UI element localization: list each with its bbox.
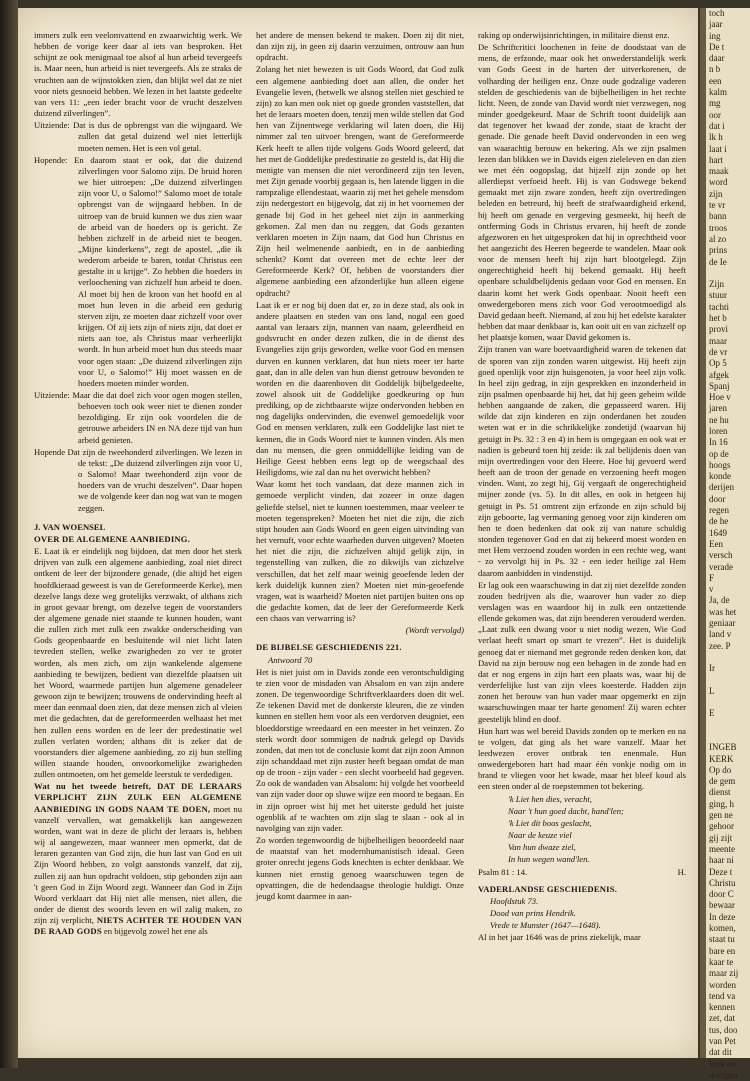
author-name: J. VAN WOENSEL	[34, 521, 106, 532]
article-paragraph: Hun hart was wel bereid Davids zonden op te merken en na te volgen, dat ging als het ware vanzelf. Maar het leedwezen erover ontbrak ten enenmale. Hun onwedergeboren hart had maar één vonkje nodig om in brand te vliegen voor het kwade, maar het bleef koud als een steen onder al de roepstemmen tot bekering.	[478, 725, 686, 792]
adjacent-page-fragment: de Ie	[709, 256, 727, 267]
article-paragraph: De Schriftcritici loochenen in feite de doodstaat van de mens, de erfzonde, maar ook het onwederstandelijk werk van Gods Geest in de harten der uitverkorenen, de volharding der heiligen enz. Onze oude godzalige vaderen stelden de geschiedenis van de bijbelheiligen in het rechte licht. Neen, de zonde van David wordt niet verzwegen, nog minder goedgekeurd. Maar de Schrift toont duidelijk aan dat tegenover het kwaad der zonde, staat de kracht der genade. Die genade heeft David ondervonden in een weg van waarachtig berouw en bekering. Als we zijn psalmen lezen dan blikken we in Davids eigen zieleleven en dan zien we met één oogopslag, dat hijzelf zijn zonde op het allerdiepst verfoeid heeft. Hij is van Godswege bekend gemaakt met zijn zware zonden, heeft zijn overtredingen beleden en betreurd, hij heeft de strafwaardigheid erkend, hij heeft om genade en vergeving gesmeekt, hij heeft de ontferming Gods in Christus ervaren, hij heeft de zonde afgezworen en het uitgesproken dat hij in oprechtheid voor het aangezicht des Heeren begeerde te wandelen. Maar ook voor de mensen heeft hij zijn hart blootgelegd. Zijn ongerechtigheid heeft hij bekend gemaakt. Hij heeft openbare schuldbelijdenis gedaan voor God en mensen. En daarin komt het werk Gods openbaar. Nooit heeft een onwedergeboren mens zich voor God verootmoedigd als David gedaan heeft. Niemand, al zou hij het edelste karakter hebben dat maar denkbaar is, kan ooit uit en van zichzelf op het plaatsje komen, waar David gekomen is.	[478, 42, 686, 343]
adjacent-page-fragment: bann	[709, 211, 727, 222]
adjacent-page-fragment: zee. P	[709, 640, 731, 651]
adjacent-page-fragment: Op 5	[709, 358, 727, 369]
adjacent-page-fragment: worden	[709, 979, 736, 990]
emphasis-text: NIETS ACHTER TE HOUDEN VAN DE RAAD GODS	[34, 915, 243, 937]
adjacent-page-fragment: In 16	[709, 437, 728, 448]
adjacent-page-fragment: tend va	[709, 990, 736, 1001]
article-paragraph: Er lag ook een waarschuwing in dat zij niet dezelfde zonden zouden bedrijven als die, waarover hun vader zo diep verslagen was en waardoor hij in zulk een ontzettende ellende gekomen was, dat zijn beenderen verouderd werden. „Laat zulk een dwang voor u niet nodig wezen, Wie God verlaat heeft smart op smart te vrezen”. Het is duidelijk genoeg dat er niemand met gegronde reden denken kon, dat David na zijn berouw nog een behagen in de zonde had en dat er nog ergens in zijn hart een plaats was, waar hij de verderfelijke lust van zijn vlees koesterde. Hadden zijn zonen het berouw van hun vader maar opgemerkt en zijn waarschuwingen maar ter harte genomen! Zij waren echter geestelijk blind en doof.	[478, 579, 686, 724]
adjacent-page-fragment: L	[709, 685, 715, 696]
body-text: moet nu vanzelf vervallen, wat gemakkelijk kan aangewezen worden, want wat in deze de plicht der leraars is, hebben wij al aangewezen, maar wanneer men opmerkt, dat de leraren gezanten van God zijn, die hun last van God en uit Zijn Woord hebben, zo volgt aanstonds vanzelf, dat zij, zullen zij aan hun opdracht voldoen, stip gebonden zijn aan 't geen God in Zijn Woord zegt. Wanneer dan God in Zijn Woord verklaart dat Hij niet alle mensen, niet allen, die onder de dienst des woords leven en wil zalig maken, zo zijn zij verplicht,	[34, 803, 243, 926]
poem-line: Naar de keuze viel	[508, 830, 572, 841]
adjacent-page-fragment: Hoe v	[709, 392, 731, 403]
dialogue-paragraph: Uitziende: Maar die dat doel zich voor ogen mogen stellen, behoeven toch ook weer niet te dienen zonder bezoldiging. Er zijn ook voordelen die de getrouwe arbeiders IN en NA deze tijd van hun arbeid genieten.	[34, 390, 242, 445]
adjacent-page-fragment: Deze t	[709, 866, 733, 877]
article-title: VADERLANDSE GESCHIEDENIS.	[478, 883, 618, 894]
article-paragraph: Al in het jaar 1646 was de prins ziekelijk, maar	[478, 932, 641, 943]
adjacent-page-fragment: n b	[709, 64, 721, 75]
adjacent-page-fragment: ne hu	[709, 414, 729, 425]
article-subtitle: Antwoord 70	[268, 654, 313, 665]
adjacent-page-fragment: bare en	[709, 945, 736, 956]
adjacent-page-fragment	[706, 675, 750, 686]
adjacent-page-fragment: geniaar	[709, 618, 736, 629]
adjacent-page-fragment: was het	[709, 606, 737, 617]
adjacent-page-fragment: jaren	[709, 403, 727, 414]
adjacent-page-fragment: ing	[709, 30, 721, 41]
adjacent-page-fragment: daar	[709, 53, 725, 64]
psalm-reference	[478, 867, 686, 878]
adjacent-page-fragment	[706, 731, 750, 742]
adjacent-page-fragment: bewaar	[709, 900, 735, 911]
adjacent-page-fragment: tachti	[709, 301, 729, 312]
adjacent-page-fragment: dat dit	[709, 1047, 732, 1058]
adjacent-page-fragment: afgek	[709, 369, 729, 380]
adjacent-page-fragment: gij zijt	[709, 832, 733, 843]
adjacent-page-fragment: de he	[709, 516, 729, 527]
adjacent-page-fragment: v	[709, 584, 714, 595]
article-paragraph: Waar komt het toch vandaan, dat deze mannen zich in gemoede verplicht vinden, dat zozeer in onze dagen geliefde stelsel, niet te kunnen toestemmen, maar veeleer te moeten tegenspreken? Moeten het niet die zijn, die zich stipt houden aan Gods Woord en geen eigen uitvinding van het vernuft, voor echte waarheden durven uitgeven? Moeten het niet die zijn, die zichzelven altijd gelijk zijn, in tegenstelling van zulken, die zo dikwijls van zichzelve verschillen, dat het zelf maar weinig geoefende leden der kerk duidelijk kunnen zien? Moeten niet min-geoefende vragen, wat is waarheid? Moeten niet partijen buiten ons op die gedachte komen, dat de leer der Gereformeerde Kerk een chaos van verwarring is?	[256, 479, 464, 624]
adjacent-page-fragment: prins	[709, 245, 727, 256]
adjacent-page-fragment: 1649	[709, 527, 727, 538]
adjacent-page-fragment: verade	[709, 561, 733, 572]
article-paragraph: E. Laat ik er eindelijk nog bijdoen, dat men door het sterk drijven van zulk een algemene aanbieding, zoal niet direct ontkent de leer der bijzondere genade, (die altijd het eigen hoofdkieraad geweest is van de Gereformeerde Kerke), men dezelve langs deze weg grotelijks verzwakt, of althans zich in groot gevaar brengt, om dezelve tegen de voorstanders der algemene genade niet staande te kunnen houden, want die zullen zich met zulk een zwakke onderscheiding van Gods geopenbaarde en besluitende wil niet licht laten tevreden stellen, welke zwarigheden zo ver te groter worden, als men zich, om zijn wankelende algemene aanbieding te bewijzen, bedient van diezelfde plaatsen uit het Woord, waarmede partijen hun algemene genadeleer gewoon zijn te bewijzen; trouwens de ondervinding heeft al meer dan eenmaal doen zien, dat deze mensen zich al vleien met die gedachten, dat de gereformeerden welhaast het met hen zullen eens worden en de leer der predestinatie wel zullen verlaten worden; althans dit is zeker dat de voorstanders dier algemene aanbieding, zo zij hun stelling willen staande houden, onvoorkomelijke zwarigheden zullen ontmoeten, om het gemelde leerstuk te verdedigen.	[34, 546, 242, 780]
adjacent-page-fragment: dienst	[709, 787, 731, 798]
adjacent-page-fragment: De t	[709, 41, 725, 52]
column-3	[478, 30, 686, 945]
adjacent-page-fragment: provi	[709, 324, 728, 335]
adjacent-page-fragment: meente	[709, 843, 735, 854]
adjacent-page-fragment: Ir	[709, 663, 715, 674]
adjacent-page-fragment: konde	[709, 471, 731, 482]
adjacent-page-fragment: maar zij	[709, 968, 739, 979]
adjacent-page-fragment: oor	[709, 109, 721, 120]
adjacent-page-fragment: te vr	[709, 200, 726, 211]
adjacent-page-fragment: hoogs	[709, 459, 731, 470]
article-paragraph: het andere de mensen bekend te maken. Doen zij dit niet, dan zijn zij, in geen zij daarin verzuimen, ontrouw aan hun opdracht.	[256, 30, 464, 63]
adjacent-page-fragment: word	[709, 177, 728, 188]
article-paragraph	[34, 781, 242, 937]
adjacent-page-fragment: maak	[709, 166, 729, 177]
adjacent-page-fragment: toch	[709, 8, 725, 18]
adjacent-page-fragment: het b	[709, 313, 727, 324]
adjacent-page-fragment: E	[709, 708, 715, 719]
poem-line: 'k Liet hen dies, veracht,	[508, 793, 592, 804]
adjacent-page-fragment: hart	[709, 154, 723, 165]
adjacent-page-fragment: kalm	[709, 87, 727, 98]
poem-line: Van hun dwaze ziel,	[508, 842, 576, 853]
emphasis-text: Wat nu het tweede betreft, DAT DE LERAARS VERPLICHT ZIJN ZULK EEN ALGEMENE AANBIEDING IN GODS NAAM TE DOEN,	[34, 781, 242, 814]
adjacent-page-fragment: gehoor	[709, 821, 734, 832]
adjacent-page-fragment: ging, h	[709, 798, 735, 809]
adjacent-page-fragment: doorgaa	[709, 1069, 738, 1080]
poem-line: Naar 't hun goed dacht, hand'len;	[508, 805, 624, 816]
article-subtitle: Vrede te Munster (1647—1648).	[490, 920, 601, 931]
poem-line: In hun wegen wand'len.	[508, 854, 590, 865]
adjacent-page-fragment: F	[709, 572, 715, 583]
adjacent-page-fragment: derijen	[709, 482, 734, 493]
adjacent-page-fragment: Christu	[709, 877, 736, 888]
body-text: en bijgevolg zowel het ene als	[101, 926, 208, 937]
binding-shadow	[0, 0, 18, 1068]
adjacent-page-fragment: kennen	[709, 1002, 735, 1013]
adjacent-page-fragment: loren	[709, 425, 728, 436]
adjacent-page-fragment: kaar te	[709, 956, 734, 967]
adjacent-page-fragment: troos	[709, 222, 727, 233]
adjacent-page-fragment: kerk en	[709, 1058, 736, 1069]
dialogue-paragraph: Hopende: En daarom staat er ook, dat die duizend zilverlingen voor Salomo zijn. De bruid horen we hier uitroepen: „De duizend zilverlingen zijn voor U, o Salomo!” Salomo moet de totale opbrengst van de wijngaard hebben. In de uitroep van de bruid kunnen we dus zien waar de arbeid van de hoeders op is gericht. Ze hebben zichzelf in de arbeid niet te beogen. „Mijne kinderkens”, zegt de apostel, „die ik wederom arbeide te baren, totdat Christus een gestalte in u krijge”. Zo hebben die hoeders in verloochening van zichzelf hun arbeid te doen. Al moet bij hen de kroon van het hoofd en al moet hun leven in die arbeid een gedurig sterven zijn, ze moeten daar zichzelf voor over krijgen. Of zij iets zijn of niets zijn, dat doet er niets aan toe, als Christus maar verheerlijkt wordt. In hun arbeid moet hun dus steeds maar voor ogen staan: „De duizend zilverlingen zijn voor U, o Salomo!” Hij moet wassen en de hoeders moeten minder worden.	[34, 154, 242, 388]
article-paragraph: raking op onderwijsinrichtingen, in militaire dienst enz.	[478, 30, 670, 40]
continued-note: (Wordt vervolgd)	[405, 625, 464, 636]
article-paragraph: immers zulk een veelomvattend en zwaarwichtig werk. We hebben de vorige keer daar al iets van besproken. Het schijnt ze ook menigmaal toe alsof al hun arbeid tevergeefs is. Maar neen, hun arbeid is niet tevergeefs. Als ze straks de vruchten aan de wijnstokken zien, dan blijkt wel dat ze niet voor niets gesnoeid hebben. We lezen in het laatste gedeelte van vers 11: „een ieder bracht voor de vrucht deszelven duizend zilverlingen”.	[34, 30, 242, 119]
article-subtitle: Dood van prins Hendrik.	[490, 908, 576, 919]
adjacent-page-fragment: door	[709, 493, 726, 504]
adjacent-page-fragment	[706, 652, 750, 663]
adjacent-page-fragment: versch	[709, 550, 733, 561]
adjacent-page-fragment: door C	[709, 889, 734, 900]
dialogue-paragraph: Hopende Dat zijn de tweehonderd zilverlingen. We lezen in de tekst: „De duizend zilverlingen zijn voor U, o Salomo! Maar tweehonderd zijn voor de hoeders van de vrucht deszelven”. Daar hopen we de volgende keer dan nog wat van te mogen zeggen.	[34, 446, 242, 513]
adjacent-page-fragment: stuur	[709, 290, 727, 301]
adjacent-page-fragment: zijn	[709, 188, 723, 199]
adjacent-page-fragment: op de	[709, 448, 729, 459]
adjacent-page-fragment	[706, 720, 750, 731]
article-title: DE BIJBELSE GESCHIEDENIS 221.	[256, 642, 402, 653]
adjacent-page-fragment	[706, 697, 750, 708]
adjacent-page-fragment: mg	[709, 98, 721, 109]
adjacent-page-fragment: gen ne	[709, 810, 733, 821]
article-paragraph: Laat ik er er nog bij doen dat er, zo in deze stad, als ook in andere plaatsen en steden van ons land, nogal een goed aantal van leraars zijn, mannen van naam, geleerdheid en godsvrucht en onder dezen zulken, die in de dienst des Evangelies zijn grijs geworden, welke voor God en mensen durven en kunnen verklaren, dat hun niets meer ter harte gaat, dan in alle delen van hun dienst getrouw bevonden te worden en die daarenboven dit Goddelijk bijbelgedeelte, zowel alsook uit de Goddelijke goedkeuring op hun prediking, op de zichtbaarste wijze ondervonden hebben en nog dagelijks ondervinden, die evenwel gemoedelijk voor God en mensen verklaren, zulk een Goddelijke last niet te kennen, die in Gods Woord niet te kunnen vinden. Als men dan nu mensen, die geen onmiddellijke leiding van de Heilige Geest hebben eens legt op de weegschaal des Heiligdoms, wie zal dan nu het overwicht hebben?	[256, 299, 464, 478]
adjacent-page-fragment: lk h	[709, 132, 723, 143]
adjacent-page-fragment: maar	[709, 335, 727, 346]
adjacent-page-fragment: Een	[709, 538, 723, 549]
adjacent-page-fragment: land v	[709, 629, 732, 640]
article-paragraph: Zolang het niet bewezen is uit Gods Woord, dat God zulk een algemene aanbieding doet aan allen, die onder het Evangelie leven, (hetwelk we alsnog stellen niet geschied te zijn) zo kan men ook niet op goede gronden vaststellen, dat het de leraars moeten doen, tenzij men wilde stellen dat God hen van Zijnentwege verklaring wil laten doen, die Hij nimmer zal ten uitvoer brengen, want de Gereformeerde Kerk heeft te allen tijde volgens Gods Woord geleerd, dat het met de Goddelijke predestinatie zo gesteld is, dat Hij die menigte van mensen die niet verordineerd zijn ten leven, met Zijn genade voorbij gegaan is, hen latende liggen in die rampzalige ellendestaat, waarin zij met het gehele mensdom zijn nedergestort en bijgevolg, dat zij in het voornemen der genade bij God in het geheel niet zijn in aanmerking gekomen. Zal men dan nu zeggen, dat Gods gezanten verklaren moeten in Zijn naam, dat God hun Christus en Zijn heil welmenende aanbiedt, en in de aanbieding schenkt? Komt dat overeen met de echte leer der Gereformeerde Kerk? Of, hebben de voorstanders dier algemene aanbieding een afzonderlijke hun alleen eigene opdracht?	[256, 64, 464, 298]
adjacent-page-fragment: zet, dat	[709, 1013, 735, 1024]
adjacent-page-fragment: INGEB	[709, 742, 737, 753]
psalm-citation: Psalm 81 : 14.	[478, 866, 528, 877]
adjacent-page-fragment: tus, doo	[709, 1024, 738, 1035]
article-subtitle: Hoofdstuk 73.	[490, 895, 539, 906]
adjacent-page-fragment: In deze	[709, 911, 736, 922]
column-2	[256, 30, 464, 903]
adjacent-page-fragment: al zo	[709, 233, 727, 244]
adjacent-page-fragment: van Pet	[709, 1036, 736, 1047]
column-1	[34, 30, 242, 939]
adjacent-page-fragment: komen,	[709, 923, 736, 934]
article-title: OVER DE ALGEMENE AANBIEDING.	[34, 533, 191, 544]
dialogue-paragraph: Uitziende: Dat is dus de opbrengst van die wijngaard. We zullen dat getal duizend wel niet letterlijk moeten nemen. Het is een vol getal.	[34, 120, 242, 153]
author-initial: H.	[677, 866, 686, 877]
adjacent-page-fragment: regen	[709, 505, 729, 516]
adjacent-page-fragment: een	[709, 75, 722, 86]
newspaper-page	[18, 8, 698, 1058]
adjacent-page-fragment: jaar	[709, 19, 723, 30]
adjacent-page-fragment: Zijn	[709, 279, 724, 290]
adjacent-page-fragment: haar ni	[709, 855, 734, 866]
adjacent-page-fragment: KERK	[709, 753, 734, 764]
adjacent-page-fragment: de gem	[709, 776, 736, 787]
adjacent-page-fragment: staat tu	[709, 934, 735, 945]
poem-line: 'k Liet dit boos geslacht,	[508, 817, 592, 828]
adjacent-page-fragment: dat i	[709, 120, 725, 131]
adjacent-page-fragment: laat i	[709, 143, 727, 154]
article-paragraph: Zijn tranen van ware boetvaardigheid waren de tekenen dat de sporen van zijn zonden waren uitgewist. Hij heeft zijn goed openlijk voor zijn huisgenoten, ja voor heel zijn volk. In heel zijn gedrag, in zijn gesprekken en inzonderheid in zijn psalmen openbaarde hij het, dat hij geen geheim wilde hebben aangaande de zaken, die gepasseerd waren. Hij wilde dat zijn kinderen en zijn onderdanen het zouden weten wat er in die schrikkelijke zondetijd (waarvan hij getuigt in Ps. 32 : 3 en 4) in hem is omgegaan en ook wat er nadien is gebeurd toen hij zeide: ik zal belijdenis doen van mijn overtredingen voor den Heere. Hoe hij gevoerd werd heeft aan de troon der genade en verzoening heeft mogen vinden. Want, zo zegt hij, Gij vergaaft de ongerechtigheid mijner zonde (vs. 5). In dit alles, en ook in hetgeen hij getuigt in Ps. 51 omtrent zijn erfzonde en zijn schuld bij zijn geboorte, lag vermaning genoeg voor zijn kinderen om hen te doen bedenken dat ook zij van nature schuldig stonden tegenover God en dat zij bekeerd moest worden en met Hem verzoend zouden worden in een rechte weg, want - zo vervolgt hij in Ps. 32 - een ieder heilige zal Hem daarom aanbidden in vindenstijd.	[478, 344, 686, 578]
adjacent-page-strip	[700, 8, 750, 1080]
adjacent-page-fragment: Ja, de	[709, 595, 730, 606]
adjacent-page-fragment	[706, 268, 750, 279]
article-paragraph: Het is niet juist om in Davids zonde een verontschuldiging te zien voor de misdaden van Absalom en van zijn andere zonen. De tegenwoordige Schriftverklaarders doen dit wel. Ze tekenen David met de donkerste kleuren, die ze vinden kunnen en stellen hem voor als een verdorven deugniet, een bloeddorstige wreedaard en een meester in het veinzen. Zo sterk wordt door sommigen de nadruk gelegd op Davids zonden, dat men tot de conclusie komt dat zijn zoon Amnon zijn schanddaad met zijn zuster heeft begaan omdat de man op de troon - zijn vader - een slecht voorbeeld had gegeven. Zo ook de wandaden van Absalom: hij volgde het voorbeeld van zijn vader door op sluwe wijze een moord te begaan. En in zijn oproer wist hij met het uiterste geduld het juiste ogenblik af te wachten om zijn slag te slaan - ook al in navolging van zijn vader.	[256, 666, 464, 833]
adjacent-page-fragment: Op do	[709, 764, 732, 775]
article-paragraph: Zo worden tegenwoordig de bijbelheiligen beoordeeld naar de maatstaf van het modernhumanistisch ideaal. Geen groter onrecht jegens Gods knechten is echter denkbaar. We kunnen niet ernstig genoeg waarschuwen tegen de opvattingen, die de hedendaagse theologie huldigt. Onze jeugd komt daarmee in aan-	[256, 835, 464, 901]
adjacent-page-fragment: Spanj	[709, 380, 730, 391]
adjacent-page-fragment: de vr	[709, 346, 728, 357]
